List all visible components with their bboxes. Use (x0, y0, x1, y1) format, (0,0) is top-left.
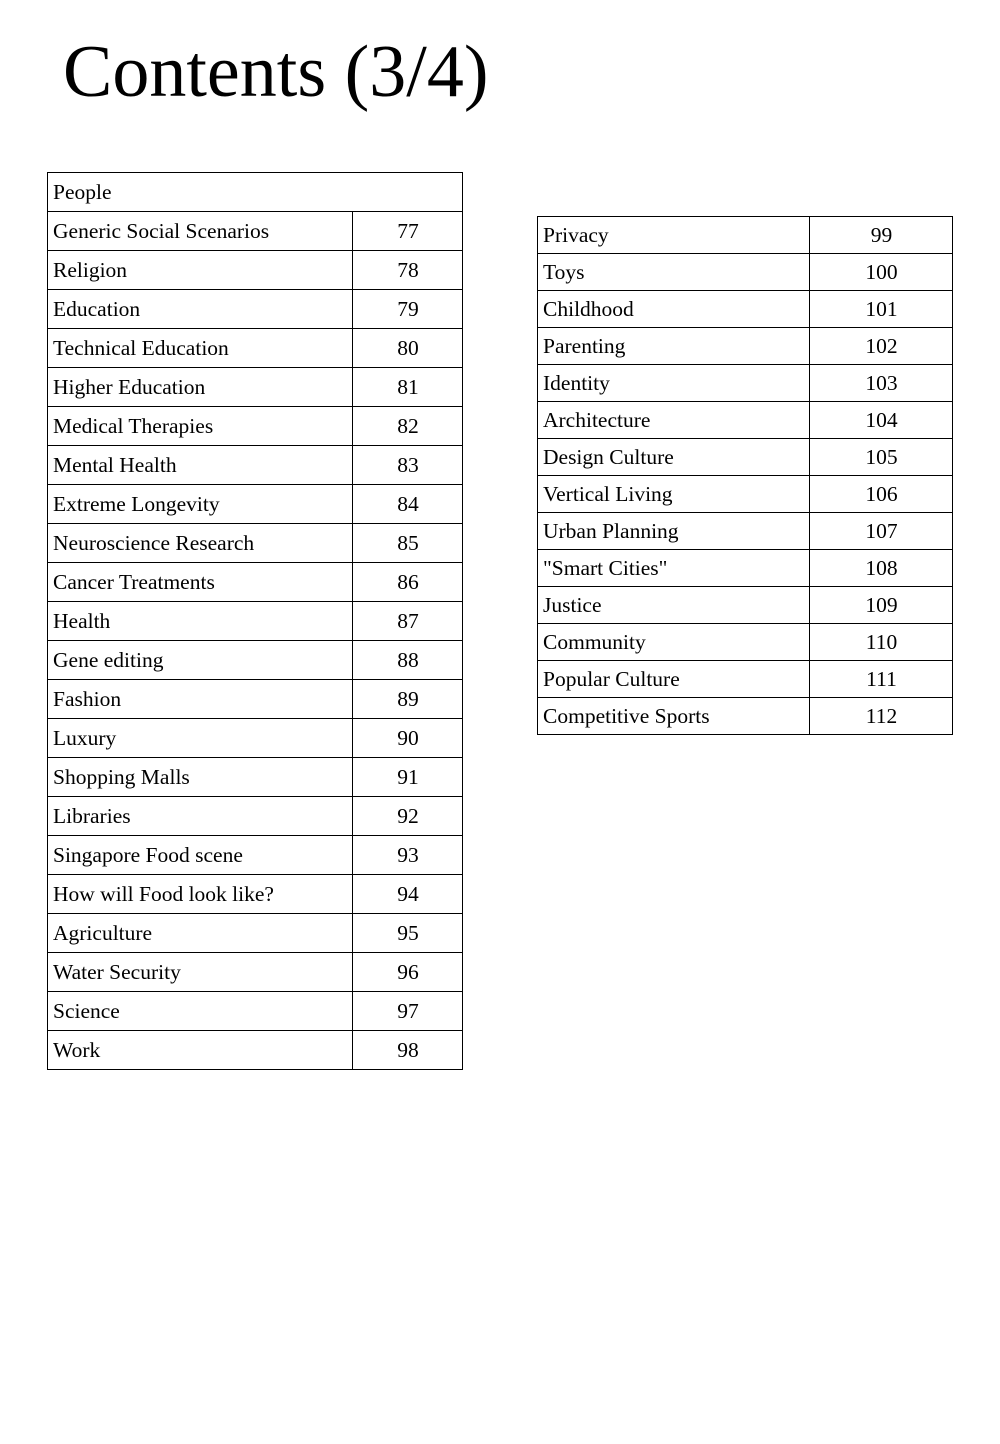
page-number-cell: 81 (353, 368, 463, 407)
topic-cell: Health (48, 602, 353, 641)
page-number-cell: 96 (353, 953, 463, 992)
topic-cell: Gene editing (48, 641, 353, 680)
topic-cell: Technical Education (48, 329, 353, 368)
topic-cell: Extreme Longevity (48, 485, 353, 524)
topic-cell: Work (48, 1031, 353, 1070)
topic-cell: Vertical Living (538, 476, 810, 513)
topic-cell: Toys (538, 254, 810, 291)
topic-cell: Fashion (48, 680, 353, 719)
table-row (48, 992, 463, 1031)
table-row (48, 446, 463, 485)
topic-cell: Luxury (48, 719, 353, 758)
topic-cell: Urban Planning (538, 513, 810, 550)
page-number-cell: 107 (810, 513, 953, 550)
topic-cell: Parenting (538, 328, 810, 365)
page-number-cell: 111 (810, 661, 953, 698)
page-number-cell: 105 (810, 439, 953, 476)
topic-cell: Mental Health (48, 446, 353, 485)
page-number-cell: 110 (810, 624, 953, 661)
page-number-cell: 97 (353, 992, 463, 1031)
page-number-cell: 99 (810, 217, 953, 254)
table-row (48, 641, 463, 680)
topic-cell: Competitive Sports (538, 698, 810, 735)
topic-cell: Community (538, 624, 810, 661)
table-row (48, 290, 463, 329)
toc-table-right (537, 216, 953, 735)
toc-table-left-body (48, 212, 463, 1070)
page-number-cell: 98 (353, 1031, 463, 1070)
topic-cell: Neuroscience Research (48, 524, 353, 563)
table-row (48, 1031, 463, 1070)
page-number-cell: 85 (353, 524, 463, 563)
topic-cell: Design Culture (538, 439, 810, 476)
table-row (538, 513, 953, 550)
topic-cell: Education (48, 290, 353, 329)
table-row (538, 587, 953, 624)
topic-cell: Privacy (538, 217, 810, 254)
page-number-cell: 79 (353, 290, 463, 329)
page-number-cell: 83 (353, 446, 463, 485)
table-row (48, 719, 463, 758)
table-row (48, 212, 463, 251)
table-header-row (48, 173, 463, 212)
page-number-cell: 78 (353, 251, 463, 290)
table-row (48, 680, 463, 719)
page-number-cell: 102 (810, 328, 953, 365)
table-row (538, 624, 953, 661)
page-number-cell: 104 (810, 402, 953, 439)
table-row (48, 563, 463, 602)
topic-cell: Popular Culture (538, 661, 810, 698)
topic-cell: Shopping Malls (48, 758, 353, 797)
topic-cell: Architecture (538, 402, 810, 439)
table-row (538, 476, 953, 513)
table-row (538, 328, 953, 365)
table-row (48, 251, 463, 290)
topic-cell: Generic Social Scenarios (48, 212, 353, 251)
table-row (48, 329, 463, 368)
topic-cell: Water Security (48, 953, 353, 992)
topic-cell: Justice (538, 587, 810, 624)
topic-cell: Singapore Food scene (48, 836, 353, 875)
page-number-cell: 112 (810, 698, 953, 735)
table-row (48, 836, 463, 875)
topic-cell: Cancer Treatments (48, 563, 353, 602)
page-number-cell: 106 (810, 476, 953, 513)
page-number-cell: 89 (353, 680, 463, 719)
page-title: Contents (3/4) (63, 31, 489, 113)
table-row (538, 291, 953, 328)
topic-cell: Identity (538, 365, 810, 402)
page-number-cell: 87 (353, 602, 463, 641)
table-row (538, 254, 953, 291)
page-number-cell: 77 (353, 212, 463, 251)
page-number-cell: 80 (353, 329, 463, 368)
page-number-cell: 95 (353, 914, 463, 953)
page-number-cell: 103 (810, 365, 953, 402)
table-row (538, 402, 953, 439)
table-row (48, 758, 463, 797)
page-number-cell: 82 (353, 407, 463, 446)
page-number-cell: 93 (353, 836, 463, 875)
table-row (538, 439, 953, 476)
table-row (48, 602, 463, 641)
section-header-cell: People (48, 173, 463, 212)
page-number-cell: 94 (353, 875, 463, 914)
page-number-cell: 109 (810, 587, 953, 624)
table-row (48, 797, 463, 836)
table-row (538, 698, 953, 735)
table-row (48, 953, 463, 992)
topic-cell: Childhood (538, 291, 810, 328)
page-number-cell: 86 (353, 563, 463, 602)
page-number-cell: 100 (810, 254, 953, 291)
table-row (48, 407, 463, 446)
page-number-cell: 91 (353, 758, 463, 797)
topic-cell: Science (48, 992, 353, 1031)
table-row (48, 368, 463, 407)
topic-cell: Medical Therapies (48, 407, 353, 446)
page-number-cell: 101 (810, 291, 953, 328)
table-row (48, 524, 463, 563)
topic-cell: Higher Education (48, 368, 353, 407)
topic-cell: Religion (48, 251, 353, 290)
table-row (48, 914, 463, 953)
page-number-cell: 88 (353, 641, 463, 680)
table-row (48, 485, 463, 524)
toc-table-right-body (538, 217, 953, 735)
topic-cell: How will Food look like? (48, 875, 353, 914)
table-row (538, 365, 953, 402)
topic-cell: Agriculture (48, 914, 353, 953)
toc-table-left (47, 172, 463, 1070)
topic-cell: Libraries (48, 797, 353, 836)
page-number-cell: 84 (353, 485, 463, 524)
table-row (538, 217, 953, 254)
topic-cell: "Smart Cities" (538, 550, 810, 587)
table-row (538, 550, 953, 587)
table-row (538, 661, 953, 698)
page-number-cell: 90 (353, 719, 463, 758)
page-number-cell: 108 (810, 550, 953, 587)
table-row (48, 875, 463, 914)
page-number-cell: 92 (353, 797, 463, 836)
